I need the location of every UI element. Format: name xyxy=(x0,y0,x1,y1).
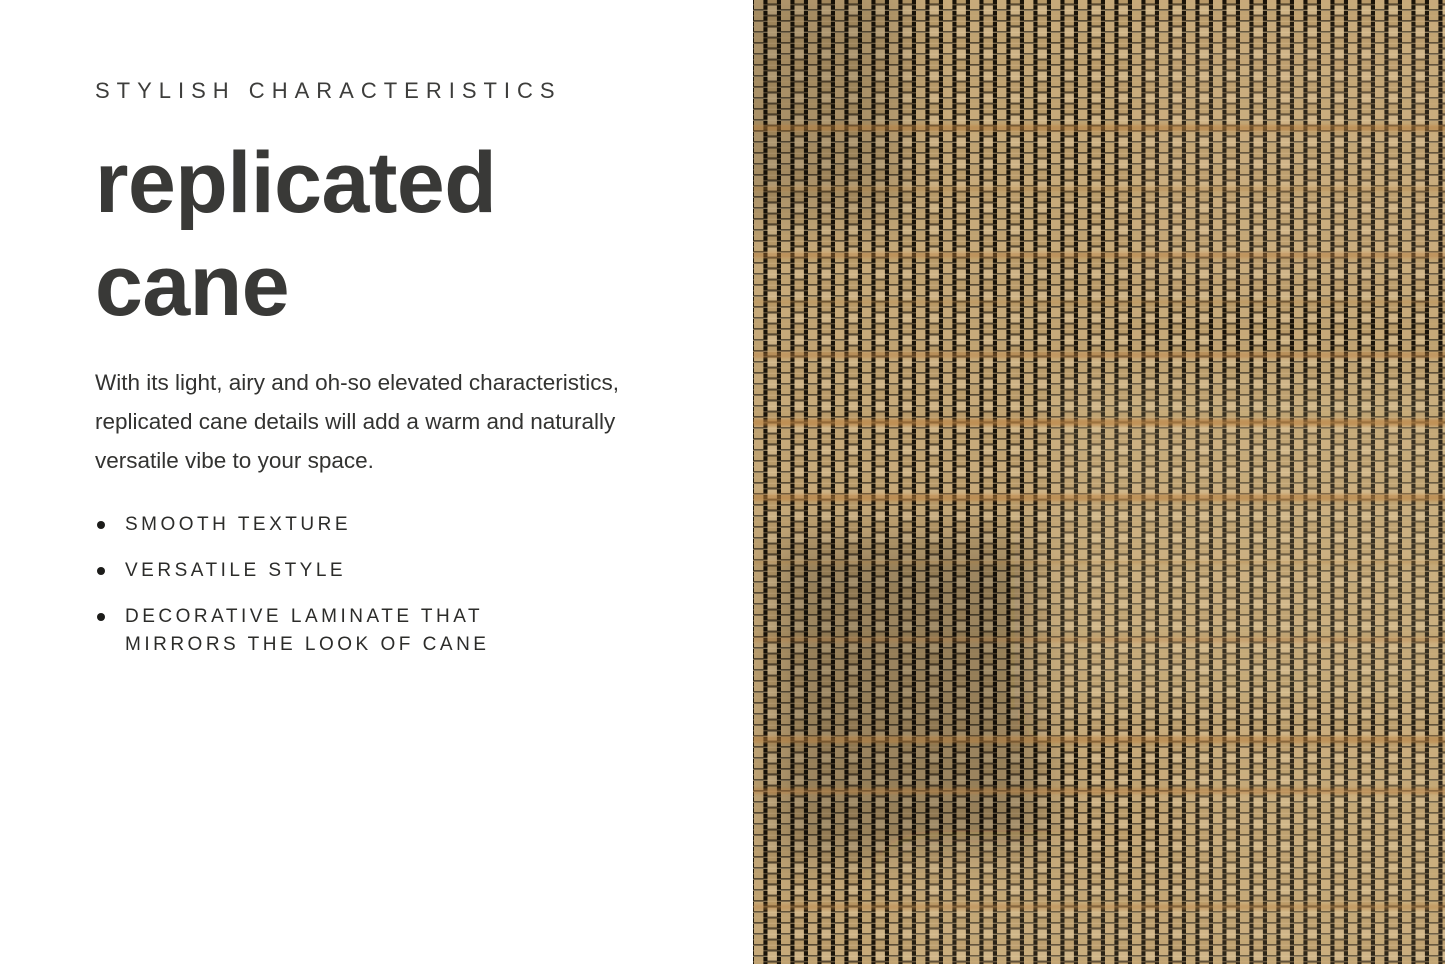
cane-texture-graphic xyxy=(753,0,1445,964)
list-item xyxy=(95,511,713,539)
eyebrow-heading: STYLISH CHARACTERISTICS xyxy=(95,78,562,103)
feature-label: SMOOTH TEXTURE xyxy=(125,514,351,535)
description-text: With its light, airy and oh-so elevated characteristics, replicated cane details will add a warm and naturally versatile vibe to your space. xyxy=(95,370,619,473)
feature-label: VERSATILE STYLE xyxy=(125,560,347,581)
bullet-icon xyxy=(97,521,105,529)
feature-label: DECORATIVE LAMINATE THAT MIRRORS THE LOOK OF CANE xyxy=(125,606,490,655)
bullet-icon xyxy=(97,567,105,575)
texture-image xyxy=(753,0,1445,964)
page-title: replicated cane xyxy=(95,135,497,334)
list-item xyxy=(95,603,713,659)
bullet-icon xyxy=(97,613,105,621)
list-item xyxy=(95,557,713,585)
feature-list xyxy=(95,511,713,659)
